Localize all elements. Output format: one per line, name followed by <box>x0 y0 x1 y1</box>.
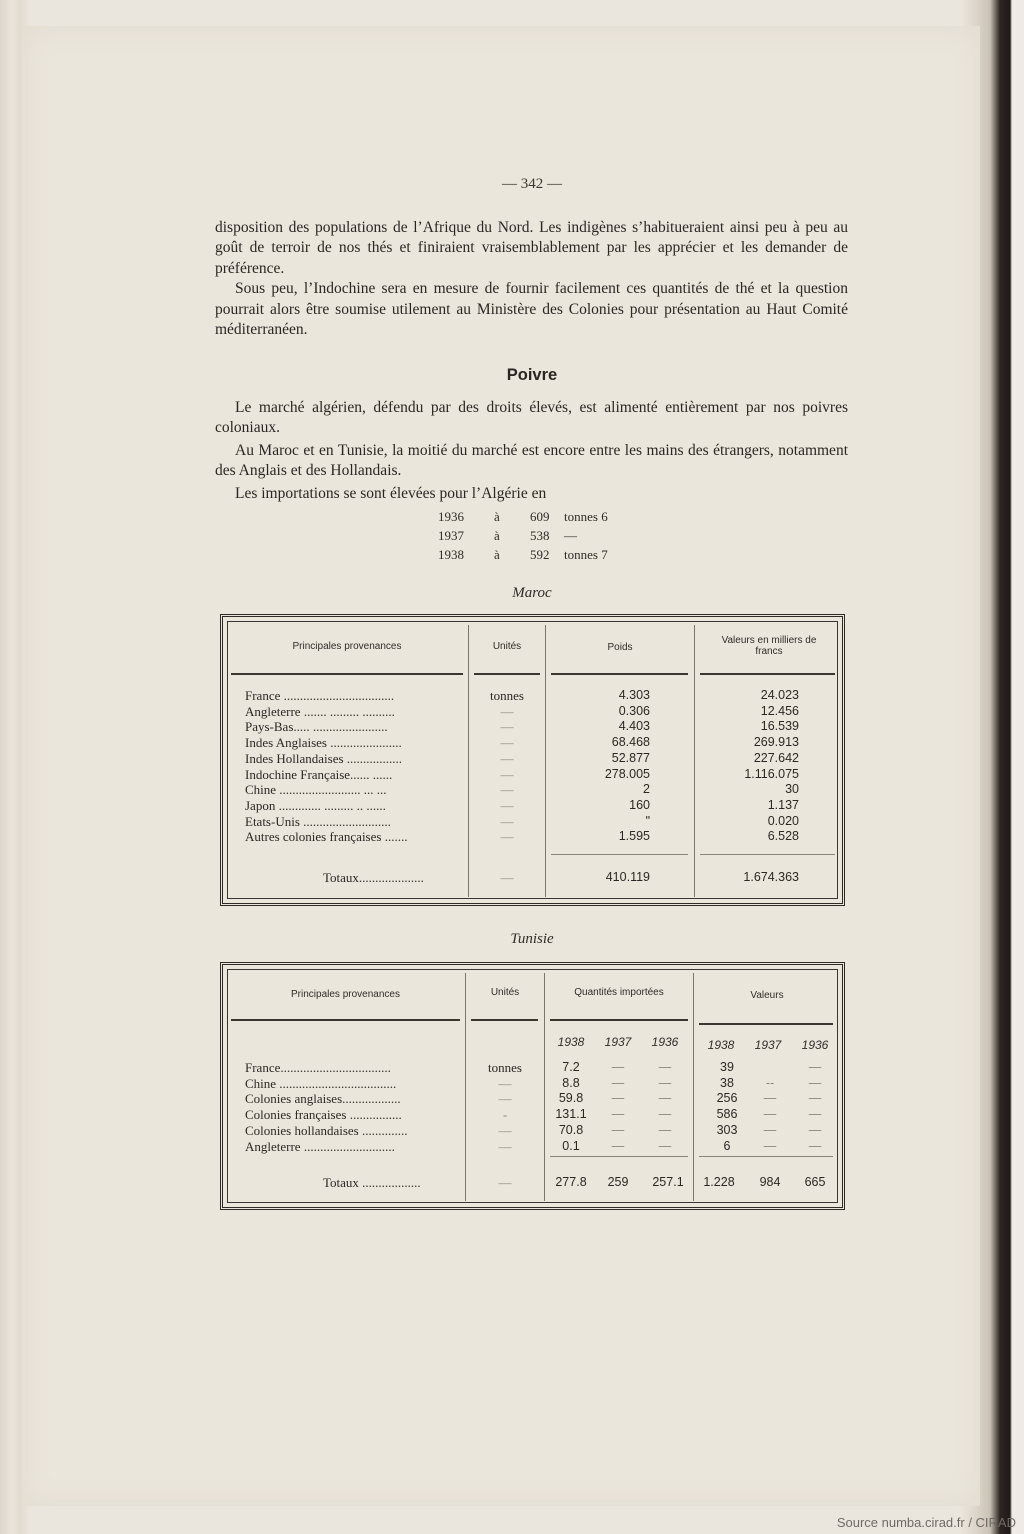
import-row: 1936 à 609 tonnes 6 <box>438 509 608 524</box>
section-paragraph-2: Au Maroc et en Tunisie, la moitié du marché est encore entre les mains des étrangers, notamment des Anglais et des Hollandais. <box>215 441 848 480</box>
maroc-value-column <box>703 688 799 845</box>
table-cell: 30 <box>785 782 799 797</box>
table-cell: — <box>611 1138 625 1153</box>
table-cell: — <box>611 1107 625 1122</box>
import-row: 1937 à 538 — <box>438 528 577 543</box>
table-cell: 8.8 <box>562 1075 580 1090</box>
section-paragraph-1: Le marché algérien, défendu par des droits élevés, est alimenté entièrement par nos poivres coloniaux. <box>215 399 848 437</box>
table-cell: — <box>808 1075 822 1090</box>
table-cell: — <box>500 750 514 766</box>
tunisie-header-value: Valeurs <box>750 990 784 1001</box>
maroc-table <box>220 614 845 906</box>
table-cell: - <box>502 1107 508 1123</box>
maroc-header-value: Valeurs en milliers de francs <box>721 635 817 657</box>
tunisie-totals-unit: — <box>498 1175 512 1190</box>
table-cell: — <box>763 1091 777 1106</box>
source-credit: Source numba.cirad.fr / CIRAD <box>836 1515 1016 1530</box>
table-cell: 4.403 <box>618 719 650 734</box>
table-cell: 52.877 <box>611 750 650 765</box>
table-row-label: Colonies hollandaises .............. <box>245 1122 408 1138</box>
table-cell: — <box>658 1091 672 1106</box>
table-cell: 68.468 <box>611 735 650 750</box>
table-row-label: Indes Anglaises ...................... <box>245 735 402 751</box>
table-cell: 6.528 <box>767 829 799 844</box>
table-cell: — <box>808 1122 822 1137</box>
table-cell: 256 <box>716 1091 738 1106</box>
table-cell: 38 <box>720 1075 734 1090</box>
section-text <box>215 398 848 504</box>
tunisie-qty-year-1938: 1938 <box>557 1035 585 1049</box>
table-cell: — <box>611 1060 625 1074</box>
table-cell: 12.456 <box>760 703 799 718</box>
table-cell: 227.642 <box>753 750 799 765</box>
table-row-label: Angleterre ....... ......... .......... <box>245 703 395 719</box>
page-number: — 342 — <box>502 176 562 192</box>
table-cell: — <box>658 1075 672 1090</box>
table-cell: — <box>808 1091 822 1106</box>
table-cell: 39 <box>720 1060 734 1074</box>
table-row-label: Angleterre ............................ <box>245 1138 395 1154</box>
maroc-caption: Maroc <box>512 585 552 601</box>
table-cell: — <box>500 766 514 782</box>
maroc-totals-label: Totaux.................... <box>323 870 424 885</box>
section-title: Poivre <box>506 366 558 384</box>
tunisie-qty-year-1936: 1936 <box>651 1035 679 1049</box>
table-cell: — <box>498 1075 512 1091</box>
table-cell: 160 <box>629 797 650 812</box>
table-row-label: Indes Hollandaises ................. <box>245 750 403 766</box>
table-cell: tonnes <box>488 1060 522 1075</box>
table-cell: 4.303 <box>618 688 650 702</box>
table-cell: — <box>658 1107 672 1122</box>
table-cell: — <box>763 1122 777 1137</box>
table-row-label: France.................................. <box>245 1060 391 1075</box>
table-cell: " <box>645 813 650 828</box>
table-cell: 59.8 <box>558 1091 584 1106</box>
table-cell: — <box>808 1060 822 1074</box>
table-cell: 6 <box>723 1138 731 1153</box>
table-cell: 2 <box>643 782 650 797</box>
table-cell: — <box>611 1122 625 1137</box>
table-cell: — <box>500 829 514 845</box>
tunisie-totals-label: Totaux .................. <box>323 1175 421 1190</box>
table-cell: 1.595 <box>618 829 650 844</box>
maroc-units-column <box>470 688 544 845</box>
tunisie-table <box>220 962 845 1210</box>
table-cell: — <box>500 782 514 798</box>
table-row-label: Autres colonies françaises ....... <box>245 829 408 845</box>
tunisie-header-qty: Quantités importées <box>574 987 664 998</box>
maroc-totals-weight: 410.119 <box>605 870 650 884</box>
tunisie-totals-qty-1936: 257.1 <box>652 1175 684 1189</box>
maroc-totals-value: 1.674.363 <box>743 870 799 884</box>
table-cell: 586 <box>716 1107 738 1122</box>
table-cell: 0.1 <box>562 1138 580 1153</box>
table-cell: 7.2 <box>562 1060 580 1074</box>
tunisie-value-year-1937: 1937 <box>754 1038 782 1052</box>
tunisie-totals-value-1938: 1.228 <box>703 1175 735 1189</box>
table-cell: tonnes <box>490 688 524 703</box>
table-cell: — <box>658 1122 672 1137</box>
table-cell: 24.023 <box>760 688 799 702</box>
tunisie-value-1938-column <box>707 1060 747 1154</box>
table-cell: 1.116.075 <box>744 766 799 781</box>
maroc-header-units: Unités <box>492 641 522 652</box>
tunisie-origin-column <box>245 1060 460 1154</box>
tunisie-totals-qty-1938: 277.8 <box>555 1175 587 1189</box>
tunisie-value-1936-column <box>795 1060 835 1154</box>
table-row-label: Chine ......................... ... ... <box>245 782 387 798</box>
table-row-label: Colonies françaises ................ <box>245 1107 402 1123</box>
table-cell: — <box>763 1138 777 1153</box>
table-row-label: Colonies anglaises.................. <box>245 1091 401 1107</box>
table-cell <box>750 1060 790 1076</box>
import-row: 1938 à 592 tonnes 7 <box>438 547 608 562</box>
table-cell: 131.1 <box>555 1107 587 1122</box>
tunisie-units-column <box>467 1060 543 1154</box>
table-cell: 303 <box>716 1122 738 1137</box>
table-cell: -- <box>765 1075 775 1090</box>
table-cell: — <box>498 1138 512 1154</box>
table-cell: — <box>500 719 514 735</box>
table-cell: 16.539 <box>760 719 799 734</box>
tunisie-qty-1936-column <box>643 1060 687 1154</box>
maroc-origin-column <box>245 688 463 845</box>
table-row-label: Etats-Unis ........................... <box>245 813 391 829</box>
table-cell: — <box>498 1091 512 1107</box>
table-cell: 1.137 <box>767 797 799 812</box>
table-cell: 0.020 <box>767 813 799 828</box>
table-cell: — <box>763 1107 777 1122</box>
tunisie-value-year-1936: 1936 <box>801 1038 829 1052</box>
tunisie-value-1937-column <box>750 1060 790 1154</box>
tunisie-totals-value-1937: 984 <box>759 1175 781 1189</box>
intro-text <box>215 218 848 340</box>
table-cell: — <box>500 703 514 719</box>
tunisie-totals-qty-1937: 259 <box>607 1175 629 1189</box>
table-cell: — <box>658 1138 672 1153</box>
tunisie-totals-value-1936: 665 <box>804 1175 826 1189</box>
table-cell: — <box>611 1075 625 1090</box>
tunisie-qty-year-1937: 1937 <box>604 1035 632 1049</box>
table-cell: — <box>500 797 514 813</box>
table-cell: 278.005 <box>604 766 650 781</box>
tunisie-caption: Tunisie <box>510 931 554 947</box>
table-cell: 70.8 <box>558 1122 584 1137</box>
tunisie-header-origin: Principales provenances <box>291 989 400 1000</box>
intro-paragraph-1: disposition des populations de l’Afrique du Nord. Les indigènes s’habitueraient ainsi peu à peu au goût de terroir de nos thés et finiraient vraisemblablement par les apprécier et les demander de préférence. <box>215 219 848 277</box>
table-cell: 269.913 <box>753 735 799 750</box>
intro-paragraph-2: Sous peu, l’Indochine sera en mesure de fournir facilement ces quantités de thé et la question pourrait alors être soumise utilement au Ministère des Colonies pour présentation au Haut Comité méditerranéen. <box>215 280 848 339</box>
maroc-header-origin: Principales provenances <box>292 641 402 652</box>
section-paragraph-3: Les importations se sont élevées pour l’Algérie en <box>235 484 547 502</box>
table-cell: — <box>611 1091 625 1106</box>
tunisie-value-year-1938: 1938 <box>707 1038 735 1052</box>
maroc-totals-unit: — <box>500 870 514 885</box>
tunisie-qty-1938-column <box>549 1060 593 1154</box>
table-cell: — <box>500 813 514 829</box>
tunisie-header-units: Unités <box>490 987 520 998</box>
maroc-header-weight: Poids <box>607 642 633 653</box>
table-row-label: Japon ............. ......... .. ...... <box>245 797 386 813</box>
algeria-imports-list <box>438 507 608 564</box>
table-row-label: Pays-Bas..... ....................... <box>245 719 388 735</box>
tunisie-qty-1937-column <box>596 1060 640 1154</box>
table-cell: 0.306 <box>618 703 650 718</box>
table-row-label: France .................................. <box>245 688 395 703</box>
table-cell: — <box>808 1107 822 1122</box>
table-cell: — <box>808 1138 822 1153</box>
table-cell: — <box>500 735 514 751</box>
table-cell: — <box>658 1060 672 1074</box>
table-cell: — <box>498 1122 512 1138</box>
table-row-label: Indochine Française...... ...... <box>245 766 393 782</box>
table-row-label: Chine .................................... <box>245 1075 397 1091</box>
maroc-weight-column <box>553 688 650 845</box>
